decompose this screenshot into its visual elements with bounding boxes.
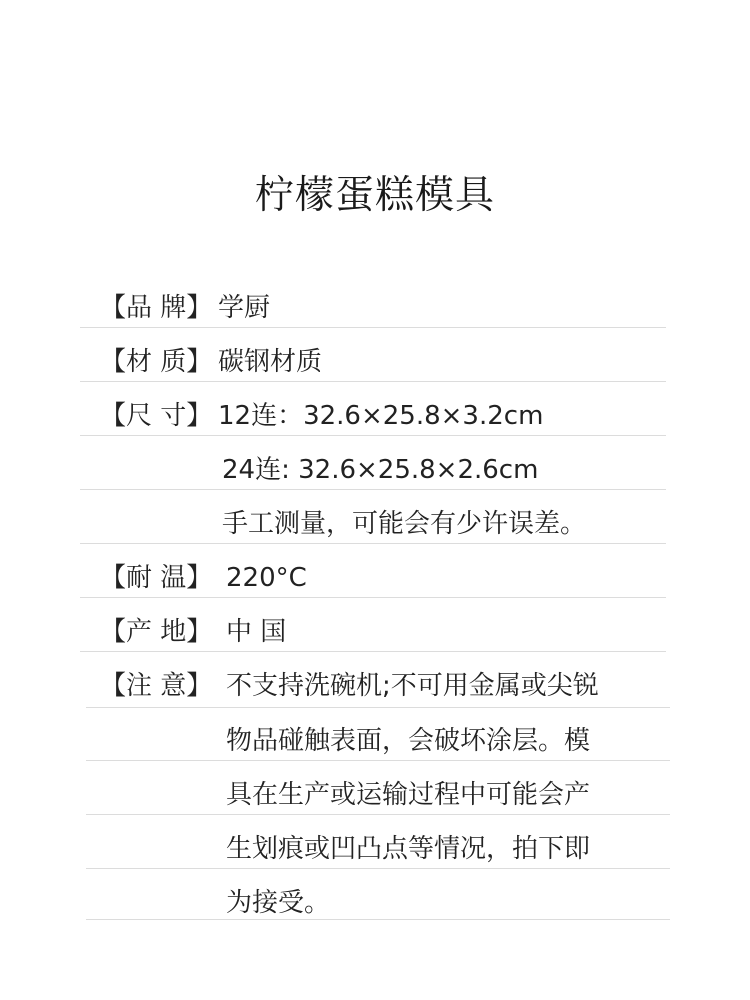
spec-value: 学厨 xyxy=(218,293,271,323)
spec-value: 物品碰触表面，会破坏涂层。模 xyxy=(226,726,591,756)
spec-value: 手工测量，可能会有少许误差。 xyxy=(222,509,587,539)
spec-row-notes-5 xyxy=(0,876,750,930)
spec-label: 【产 地】 xyxy=(100,617,213,647)
row-divider xyxy=(80,543,666,544)
spec-value: 为接受。 xyxy=(226,888,331,918)
spec-value: 12连：32.6×25.8×3.2cm xyxy=(218,401,544,431)
row-divider xyxy=(86,919,670,920)
row-divider xyxy=(86,868,670,869)
page-title: 柠檬蛋糕模具 xyxy=(254,173,495,218)
spec-value: 220°C xyxy=(226,563,307,593)
row-divider xyxy=(80,489,666,490)
spec-label: 【注 意】 xyxy=(100,671,213,701)
spec-label: 【品 牌】 xyxy=(100,293,213,323)
row-divider xyxy=(80,327,666,328)
spec-value: 碳钢材质 xyxy=(218,347,323,377)
spec-label: 【尺 寸】 xyxy=(100,401,213,431)
row-divider xyxy=(86,814,670,815)
spec-label: 【耐 温】 xyxy=(100,563,213,593)
row-divider xyxy=(86,760,670,761)
row-divider xyxy=(80,435,666,436)
spec-label: 【材 质】 xyxy=(100,347,213,377)
spec-value: 24连: 32.6×25.8×2.6cm xyxy=(222,455,539,485)
spec-value: 生划痕或凹凸点等情况，拍下即 xyxy=(226,834,591,864)
spec-value: 不支持洗碗机;不可用金属或尖锐 xyxy=(226,671,599,701)
row-divider xyxy=(80,651,666,652)
spec-row-notes xyxy=(0,659,750,713)
row-divider xyxy=(80,597,666,598)
row-divider xyxy=(86,707,670,708)
row-divider xyxy=(80,381,666,382)
spec-value: 具在生产或运输过程中可能会产 xyxy=(226,780,591,810)
spec-value: 中 国 xyxy=(226,617,287,647)
